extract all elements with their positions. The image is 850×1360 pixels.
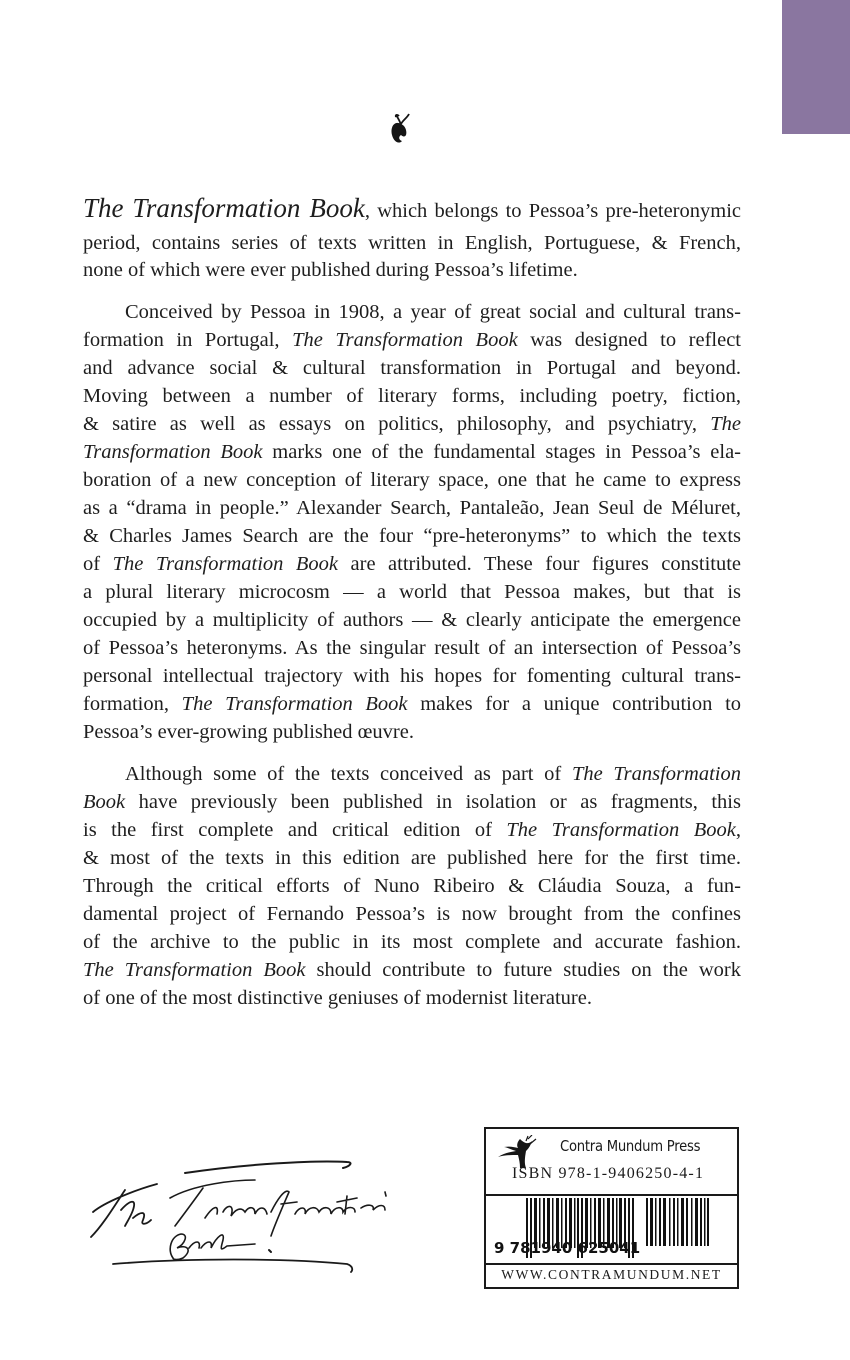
isbn-number: ISBN 978-1-9406250-4-1 [512, 1165, 705, 1182]
publisher-website: WWW.CONTRAMUNDUM.NET [501, 1267, 722, 1282]
book-title: The Transformation Book [83, 193, 365, 223]
paragraph-1-line-2: period, contains series of texts written in English, Portuguese, & French, [83, 232, 741, 254]
publisher-name: Contra Mundum Press [560, 1137, 701, 1155]
paragraph-2-line: & satire as well as essays on politics, philosophy, and psychiatry, The [83, 413, 741, 435]
paragraph-2-line: as a “drama in people.” Alexander Search, Pantaleão, Jean Seul de Méluret, [83, 497, 741, 519]
paragraph-3-line: of the archive to the public in its most complete and accurate fashion. [83, 931, 741, 953]
paragraph-3-line: & most of the texts in this edition are published here for the first time. [83, 847, 741, 869]
paragraph-2-line: Moving between a number of literary forms, including poetry, fiction, [83, 385, 741, 407]
paragraph-2-line: a plural literary microcosm — a world that Pessoa makes, but that is [83, 581, 741, 603]
barcode-digits: 9 781940 625041 [494, 1239, 641, 1257]
paragraph-3-line: Although some of the texts conceived as part of The Transformation [125, 763, 741, 785]
isbn-barcode-box [484, 1127, 739, 1289]
paragraph-1-line-3: none of which were ever published during Pessoa’s lifetime. [83, 259, 578, 281]
paragraph-3-line: Book have previously been published in isolation or as fragments, this [83, 791, 741, 813]
paragraph-3-line: The Transformation Book should contribute to future studies on the work [83, 959, 741, 981]
book-title: Book [83, 791, 126, 813]
book-title: The Transformation Book [83, 959, 306, 981]
book-title: The Transformation Book [181, 693, 408, 715]
barcode-section [486, 1196, 737, 1265]
paragraph-2-line: of Pessoa’s heteronyms. As the singular result of an intersection of Pessoa’s [83, 637, 741, 659]
paragraph-2-line: of The Transformation Book are attributed. These four figures constitute [83, 553, 742, 575]
paragraph-2-line: Pessoa’s ever-growing published œuvre. [83, 721, 414, 743]
apple-ornament-icon [388, 110, 414, 146]
paragraph-3-line: Through the critical efforts of Nuno Ribeiro & Cláudia Souza, a fun- [83, 875, 741, 897]
paragraph-2-line: occupied by a multiplicity of authors — & clearly anticipate the emergence [83, 609, 741, 631]
book-title: The Transformation Book [292, 329, 518, 351]
paragraph-2-line: and advance social & cultural transformation in Portugal and beyond. [83, 357, 741, 379]
tree-logo-icon [498, 1135, 546, 1169]
website-section [486, 1265, 737, 1287]
book-title: The Transformation Book [506, 819, 736, 841]
paragraph-3-line: damental project of Fernando Pessoa’s is now brought from the confines [83, 903, 741, 925]
paragraph-2-line: personal intellectual trajectory with his hopes for fomenting cultural trans- [83, 665, 741, 687]
paragraph-3-line: of one of the most distinctive geniuses of modernist literature. [83, 987, 592, 1009]
book-title: The [710, 413, 741, 435]
paragraph-2-line: boration of a new conception of literary space, one that he came to express [83, 469, 741, 491]
paragraph-1-line-1: The Transformation Book, which belongs to Pessoa’s pre-heteronymic [83, 193, 741, 223]
paragraph-2-line: formation, The Transformation Book makes for a unique contribution to [83, 693, 742, 715]
paragraph-2-line: Transformation Book marks one of the fundamental stages in Pessoa’s ela- [83, 441, 741, 463]
paragraph-2-line: Conceived by Pessoa in 1908, a year of great social and cultural trans- [125, 301, 741, 323]
paragraph-2-line: formation in Portugal, The Transformation Book was designed to reflect [83, 329, 741, 351]
paragraph-2-line: & Charles James Search are the four “pre-heteronyms” to which the texts [83, 525, 741, 547]
purple-edge-tab [782, 0, 850, 134]
book-title: Transformation Book [83, 441, 263, 463]
handwritten-title-signature-icon [85, 1140, 415, 1280]
paragraph-3-line: is the first complete and critical edition of The Transformation Book, [83, 819, 741, 841]
book-title: The Transformation Book [112, 553, 339, 575]
publisher-section [486, 1129, 737, 1196]
book-title: The Transformation [571, 763, 741, 785]
